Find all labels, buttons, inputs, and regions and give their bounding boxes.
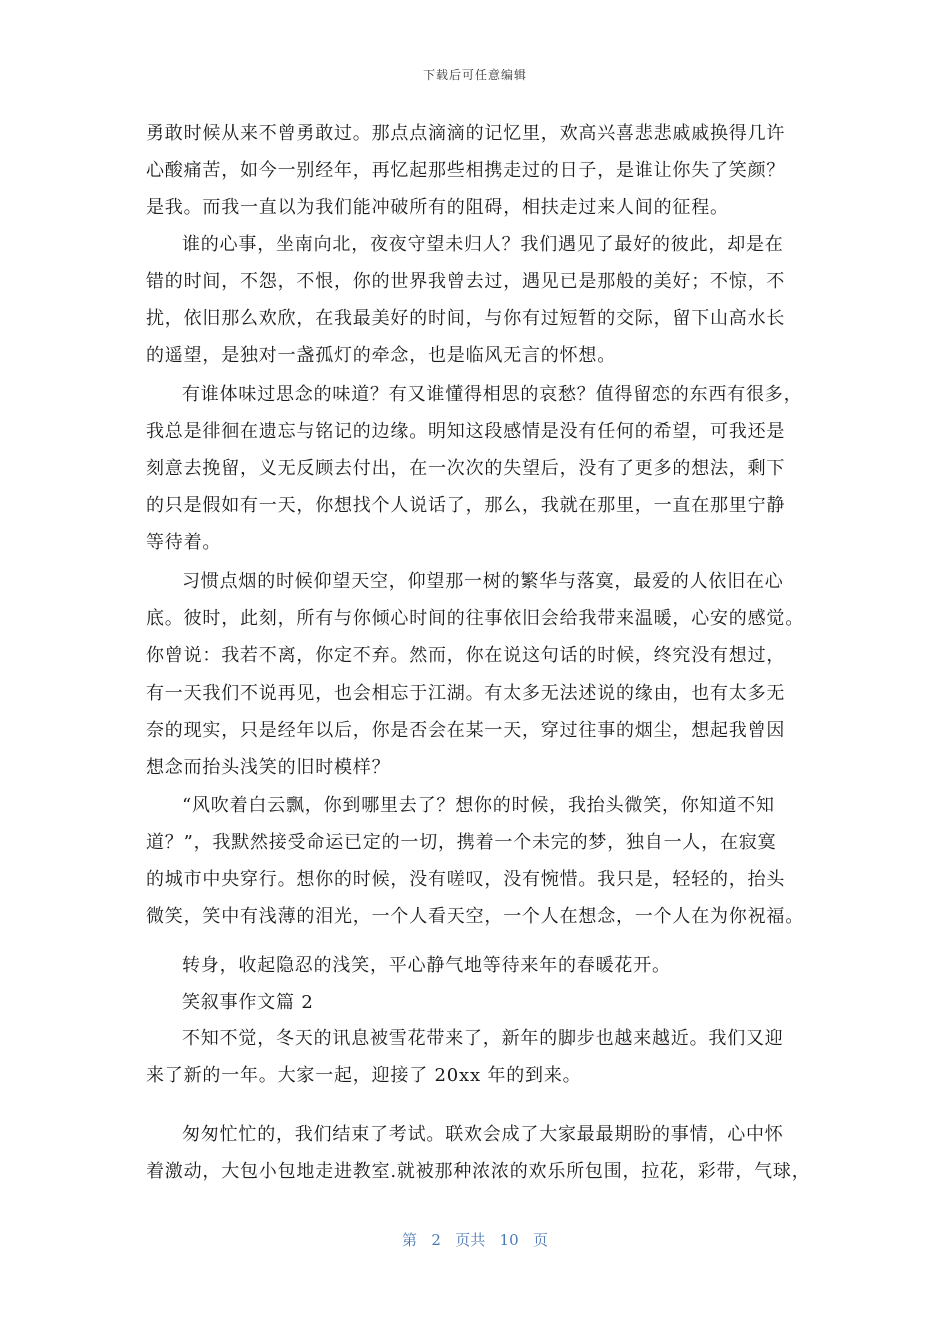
section-heading: 笑叙事作文篇 2 (182, 992, 314, 1013)
paragraph-first-line: 谁的心事，坐南向北，夜夜守望未归人？我们遇见了最好的彼此，却是在 (182, 234, 784, 255)
page-header-note: 下载后可任意编辑 (422, 68, 527, 82)
body-line: 错的时间，不怨，不恨，你的世界我曾去过，遇见已是那般的美好；不惊，不 (146, 271, 786, 292)
paragraph-first-line: 习惯点烟的时候仰望天空，仰望那一树的繁华与落寞，最爱的人依旧在心 (182, 571, 784, 592)
current-page-number: 2 (431, 1231, 441, 1249)
total-pages-number: 10 (499, 1231, 519, 1249)
page-footer (0, 1229, 950, 1250)
footer-middle: 页共 (455, 1231, 486, 1249)
body-line: 的遥望，是独对一盏孤灯的牵念，也是临风无言的怀想。 (146, 345, 616, 366)
body-line: 你曾说：我若不离，你定不弃。然而，你在说这句话的时候，终究没有想过， (146, 645, 786, 666)
body-line: 心酸痛苦，如今一别经年，再忆起那些相携走过的日子，是谁让你失了笑颜？ (146, 160, 786, 181)
body-line: 是我。而我一直以为我们能冲破所有的阻碍，相扶走过来人间的征程。 (146, 197, 729, 218)
body-line: 底。彼时，此刻，所有与你倾心时间的往事依旧会给我带来温暖，心安的感觉。 (146, 608, 804, 629)
body-line: 勇敢时候从来不曾勇敢过。那点点滴滴的记忆里，欢高兴喜悲悲戚戚换得几许 (146, 123, 786, 144)
body-line: 微笑，笑中有浅薄的泪光，一个人看天空，一个人在想念，一个人在为你祝福。 (146, 906, 804, 927)
body-line: 来了新的一年。大家一起，迎接了 20xx 年的到来。 (146, 1065, 582, 1086)
paragraph-first-line: 转身，收起隐忍的浅笑，平心静气地等待来年的春暖花开。 (182, 955, 671, 976)
footer-prefix: 第 (402, 1231, 418, 1249)
footer-suffix: 页 (532, 1231, 548, 1249)
body-line: 我总是徘徊在遗忘与铭记的边缘。明知这段感情是没有任何的希望，可我还是 (146, 421, 786, 442)
paragraph-first-line: 不知不觉，冬天的讯息被雪花带来了，新年的脚步也越来越近。我们又迎 (182, 1028, 784, 1049)
body-line: 有一天我们不说再见，也会相忘于江湖。有太多无法述说的缘由，也有太多无 (146, 683, 786, 704)
body-line: 奈的现实，只是经年以后，你是否会在某一天，穿过往事的烟尘，想起我曾因 (146, 720, 786, 741)
paragraph-first-line: 匆匆忙忙的，我们结束了考试。联欢会成了大家最最期盼的事情，心中怀 (182, 1124, 784, 1145)
body-line: 刻意去挽留，义无反顾去付出，在一次次的失望后，没有了更多的想法，剩下 (146, 458, 786, 479)
body-line: 等待着。 (146, 532, 222, 553)
body-line: 的只是假如有一天，你想找个人说话了，那么，我就在那里，一直在那里宁静 (146, 495, 786, 516)
body-line: 道？”，我默然接受命运已定的一切，携着一个未完的梦，独自一人，在寂寞 (146, 832, 777, 853)
paragraph-first-line: 有谁体味过思念的味道？有又谁懂得相思的哀愁？值得留恋的东西有很多， (182, 384, 803, 405)
body-line: 着激动，大包小包地走进教室.就被那种浓浓的欢乐所包围，拉花，彩带，气球， (146, 1161, 811, 1182)
body-line: 的城市中央穿行。想你的时候，没有嗟叹，没有惋惜。我只是，轻轻的，抬头 (146, 869, 786, 890)
paragraph-first-line: “风吹着白云飘，你到哪里去了？想你的时候，我抬头微笑，你知道不知 (182, 795, 775, 816)
body-line: 扰，依旧那么欢欣，在我最美好的时间，与你有过短暂的交际，留下山高水长 (146, 308, 786, 329)
body-line: 想念而抬头浅笑的旧时模样？ (146, 757, 391, 778)
